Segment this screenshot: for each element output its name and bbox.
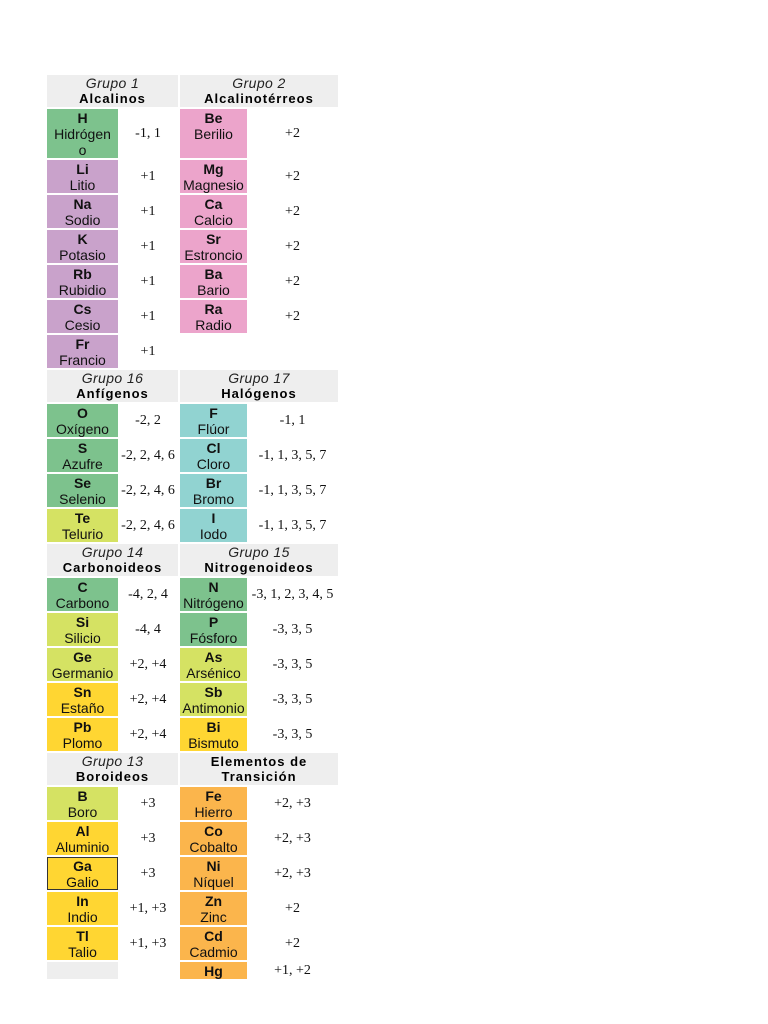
group-family: Carbonoideos <box>62 560 163 575</box>
oxidation-states: -3, 3, 5 <box>272 726 313 742</box>
oxidation-states: +3 <box>140 795 156 811</box>
element-symbol: S <box>77 440 88 456</box>
group-family: Halógenos <box>221 386 297 401</box>
element-symbol: H <box>77 110 88 126</box>
oxidation-states: +2 <box>285 935 300 951</box>
element-name: Magnesio <box>183 177 244 193</box>
group-header <box>180 75 338 107</box>
element-symbol: C <box>77 579 88 595</box>
oxidation-states: +2 <box>285 900 300 916</box>
element-cell <box>47 230 118 263</box>
element-name: Carbono <box>55 595 110 611</box>
element-symbol: Rb <box>73 266 92 282</box>
element-cell <box>47 927 118 960</box>
element-cell <box>180 109 247 158</box>
element-name: Cesio <box>64 317 101 333</box>
element-cell <box>180 439 247 472</box>
element-cell <box>47 613 118 646</box>
oxidation-states: +2, +4 <box>129 656 167 672</box>
oxidation-states: +1 <box>140 168 156 184</box>
group-family: Anfígenos <box>76 386 149 401</box>
group-header <box>47 370 178 402</box>
element-name: Bario <box>197 282 230 298</box>
element-symbol: Cs <box>73 301 92 317</box>
element-cell <box>47 439 118 472</box>
element-cell <box>47 335 118 368</box>
group-family: Alcalinotérreos <box>204 91 314 106</box>
oxidation-states: -4, 2, 4 <box>128 586 168 602</box>
element-cell <box>47 892 118 925</box>
element-symbol: As <box>204 649 223 665</box>
group-number: Grupo 15 <box>228 544 290 560</box>
element-name: Níquel <box>193 874 234 890</box>
element-cell <box>47 822 118 855</box>
oxidation-states: +2, +4 <box>129 726 167 742</box>
element-cell <box>47 683 118 716</box>
element-cell <box>47 109 118 158</box>
element-cell <box>47 578 118 611</box>
element-symbol: Sr <box>206 231 221 247</box>
element-cell <box>180 474 247 507</box>
element-name: Boro <box>67 804 98 820</box>
group-header <box>180 544 338 576</box>
element-name: Indio <box>67 909 98 925</box>
oxidation-states: +2 <box>285 273 300 289</box>
oxidation-states: -1, 1, 3, 5, 7 <box>258 517 327 533</box>
group-header <box>180 753 338 785</box>
oxidation-states: +1 <box>140 343 156 359</box>
element-cell <box>180 927 247 960</box>
element-cell <box>180 509 247 542</box>
element-cell <box>47 857 118 890</box>
element-symbol: Ga <box>73 858 92 874</box>
element-symbol: Ni <box>206 858 221 874</box>
oxidation-states: -1, 1 <box>135 125 161 141</box>
element-cell <box>180 160 247 193</box>
element-name: Cobalto <box>189 839 238 855</box>
element-symbol: Be <box>204 110 223 126</box>
group-number: Grupo 2 <box>232 75 286 91</box>
oxidation-states: +2, +4 <box>129 691 167 707</box>
element-name: Hierro <box>194 804 233 820</box>
oxidation-states: -1, 1, 3, 5, 7 <box>258 482 327 498</box>
oxidation-states: -3, 3, 5 <box>272 691 313 707</box>
group-number: Grupo 16 <box>81 370 144 386</box>
element-cell <box>47 718 118 751</box>
group-number: Grupo 14 <box>81 544 144 560</box>
oxidation-states: +2 <box>285 168 300 184</box>
element-symbol: Li <box>76 161 89 177</box>
group-family: Nitrogenoideos <box>204 560 314 575</box>
oxidation-states: +2 <box>285 308 300 324</box>
oxidation-states: -2, 2, 4, 6 <box>121 482 175 498</box>
element-symbol: Fe <box>205 788 222 804</box>
group-number: Grupo 13 <box>81 753 144 769</box>
element-name: Selenio <box>59 491 106 507</box>
element-name: Antimonio <box>182 700 245 716</box>
element-cell <box>180 683 247 716</box>
oxidation-states: -3, 1, 2, 3, 4, 5 <box>251 586 334 602</box>
element-name: Estaño <box>60 700 105 716</box>
oxidation-states: +2, +3 <box>274 830 311 846</box>
element-symbol: Ra <box>204 301 223 317</box>
element-cell <box>47 195 118 228</box>
element-name: Francio <box>59 352 106 368</box>
element-symbol: N <box>208 579 219 595</box>
element-name: Aluminio <box>55 839 110 855</box>
element-symbol: Fr <box>75 336 90 352</box>
element-name: Azufre <box>62 456 103 472</box>
oxidation-states: +1 <box>140 273 156 289</box>
element-cell <box>47 787 118 820</box>
element-symbol: Ca <box>204 196 223 212</box>
element-name: Silicio <box>64 630 101 646</box>
group-header <box>47 753 178 785</box>
element-symbol: Si <box>75 614 90 630</box>
group-family: Boroideos <box>75 769 150 784</box>
element-name: Flúor <box>197 421 230 437</box>
oxidation-states: +2 <box>285 125 300 141</box>
element-name: Talio <box>68 944 97 960</box>
element-symbol: Ge <box>73 649 92 665</box>
element-name: Sodio <box>64 212 101 228</box>
element-cell <box>47 509 118 542</box>
oxidation-states: -1, 1 <box>279 412 306 428</box>
element-symbol: Br <box>205 475 222 491</box>
oxidation-states: -4, 4 <box>135 621 161 637</box>
element-name: Berilio <box>194 126 233 142</box>
oxidation-states: +2 <box>285 203 300 219</box>
element-symbol: Bi <box>206 719 221 735</box>
element-name: Iodo <box>199 526 228 542</box>
oxidation-states: +2, +3 <box>274 865 311 881</box>
element-cell <box>180 648 247 681</box>
element-symbol: Se <box>73 475 92 491</box>
element-name: Bromo <box>192 491 235 507</box>
oxidation-states: -2, 2 <box>135 412 161 428</box>
element-symbol: Zn <box>204 893 223 909</box>
element-name: Galio <box>66 874 99 890</box>
oxidation-states: +3 <box>140 830 156 846</box>
element-symbol: Cl <box>206 440 221 456</box>
element-cell <box>180 962 247 979</box>
element-symbol: Al <box>75 823 90 839</box>
elements-table <box>47 75 338 979</box>
group-header <box>47 75 178 107</box>
element-name: Estroncio <box>184 247 243 263</box>
element-name: Fósforo <box>189 630 238 646</box>
oxidation-states: +1 <box>140 203 156 219</box>
element-symbol: In <box>76 893 89 909</box>
element-name: Potasio <box>59 247 106 263</box>
oxidation-states: -3, 3, 5 <box>272 656 313 672</box>
oxidation-states: -1, 1, 3, 5, 7 <box>258 447 327 463</box>
element-symbol: P <box>208 614 219 630</box>
oxidation-states: +1 <box>140 308 156 324</box>
element-symbol: Hg <box>204 963 223 979</box>
element-name: Oxígeno <box>56 421 109 437</box>
element-cell <box>180 578 247 611</box>
element-symbol: Ba <box>204 266 223 282</box>
element-cell <box>47 265 118 298</box>
element-cell <box>180 613 247 646</box>
group-number: Grupo 17 <box>228 370 290 386</box>
group-number: Grupo 1 <box>85 75 140 91</box>
element-cell <box>180 822 247 855</box>
element-symbol: Mg <box>203 161 224 177</box>
oxidation-states: +1, +3 <box>129 935 167 951</box>
element-symbol: Pb <box>73 719 92 735</box>
oxidation-states: +1, +3 <box>129 900 167 916</box>
element-name: Germanio <box>51 665 114 681</box>
element-symbol: O <box>77 405 88 421</box>
oxidation-states: -3, 3, 5 <box>272 621 313 637</box>
element-cell <box>180 892 247 925</box>
element-name: Zinc <box>200 909 227 925</box>
oxidation-states: +3 <box>140 865 156 881</box>
element-cell <box>180 300 247 333</box>
element-cell <box>47 160 118 193</box>
element-symbol: Sn <box>73 684 92 700</box>
element-cell <box>47 648 118 681</box>
oxidation-states: -2, 2, 4, 6 <box>121 447 175 463</box>
element-symbol: Co <box>204 823 223 839</box>
element-symbol: Te <box>74 510 91 526</box>
empty-cell <box>47 962 118 979</box>
element-symbol: Tl <box>76 928 89 944</box>
group-family: Elementos de Transición <box>210 754 308 784</box>
element-name: Rubidio <box>58 282 107 298</box>
element-name: Telurio <box>61 526 104 542</box>
group-header <box>180 370 338 402</box>
element-cell <box>180 404 247 437</box>
element-name: Calcio <box>194 212 233 228</box>
oxidation-states: +1 <box>140 238 156 254</box>
element-symbol: I <box>211 510 216 526</box>
element-symbol: B <box>77 788 88 804</box>
element-cell <box>47 474 118 507</box>
element-name: Arsénico <box>186 665 241 681</box>
element-cell <box>47 300 118 333</box>
element-symbol: K <box>77 231 88 247</box>
element-cell <box>180 857 247 890</box>
element-cell <box>47 404 118 437</box>
element-name: Cloro <box>196 456 231 472</box>
element-name: Litio <box>69 177 96 193</box>
element-name: Hidrógeno <box>54 126 111 158</box>
element-symbol: Na <box>73 196 92 212</box>
element-cell <box>180 718 247 751</box>
element-cell <box>180 787 247 820</box>
oxidation-states: +2 <box>285 238 300 254</box>
element-name: Plomo <box>62 735 103 751</box>
group-header <box>47 544 178 576</box>
element-cell <box>180 265 247 298</box>
element-name: Bismuto <box>188 735 239 751</box>
element-symbol: Sb <box>204 684 223 700</box>
element-name: Nitrógeno <box>183 595 244 611</box>
element-symbol: Cd <box>204 928 223 944</box>
element-name: Radio <box>195 317 232 333</box>
element-cell <box>180 195 247 228</box>
element-symbol: F <box>209 405 218 421</box>
element-cell <box>180 230 247 263</box>
oxidation-states: +2, +3 <box>274 795 311 811</box>
element-name: Cadmio <box>189 944 238 960</box>
oxidation-states: -2, 2, 4, 6 <box>121 517 175 533</box>
group-family: Alcalinos <box>79 91 146 106</box>
oxidation-states: +1, +2 <box>274 962 311 978</box>
